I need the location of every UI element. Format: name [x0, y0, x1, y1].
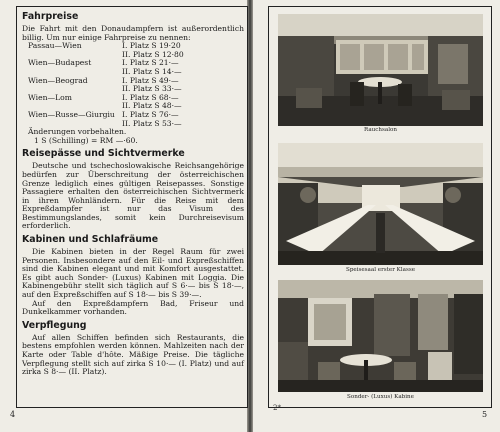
caption-luxury-cabin: Sonder- (Luxus) Kabine	[347, 394, 414, 400]
fare-class1: I. Platz S 68·—	[122, 92, 179, 102]
fare-class2: II. Platz S 33·—	[122, 84, 182, 94]
fare-class2: II. Platz S 48·—	[122, 101, 182, 111]
photo-luxury-cabin	[278, 280, 483, 392]
smoking-salon-illustration	[278, 14, 483, 126]
heading-verpflegung: Verpflegung	[22, 319, 87, 331]
kabinen-extra-text: Auf den Expreßdampfern Bad, Friseur und Dunkelkammer vorhanden.	[22, 298, 244, 317]
heading-fahrpreise: Fahrpreise	[22, 11, 79, 22]
left-page-text	[22, 8, 244, 377]
fare-route: Passau—Wien	[28, 41, 82, 51]
fare-route: Wien—Beograd	[28, 75, 88, 85]
changes-note: Änderungen vorbehalten.	[28, 127, 127, 137]
caption-smoking-salon: Rauchsalon	[364, 127, 397, 133]
fare-class2: II. Platz S 53·—	[122, 118, 182, 128]
fare-table	[22, 42, 244, 128]
fare-class1: I. Platz S 76·—	[122, 109, 179, 119]
signature-mark: 2*	[273, 404, 281, 412]
caption-dining-hall: Speisesaal erster Klasse	[345, 267, 416, 273]
fare-class2: II. Platz S 14·—	[122, 66, 182, 76]
verpflegung-text: Auf allen Schiffen befinden sich Restaurants, die bestens empfohlen werden können. Mahlzeiten nach der Karte oder Table d'hôte. Mäßige Preise. Die tägliche Verpflegung stellt sich auf zirka S 10·— (I. Platz) und auf zirka S 8·— (II. Platz).	[22, 332, 244, 377]
reisepaesse-text: Deutsche und tschechoslowakische Reichsangehörige bedürfen zur Überschreitung der österreichischen Grenze lediglich eines gültigen Reisepasses. Sonstige Passagiere erhalten den österreichischen Sichtvermerk in ihren Wohnländern. Für die Reise mit dem Expreßdampfer ist nur das Visum des Bestimmungslandes, somit kein Durchreisevisum erforderlich.	[22, 161, 244, 231]
page-number-right: 5	[482, 410, 488, 419]
fare-class1: I. Platz S 49·—	[122, 75, 179, 85]
fare-route: Wien—Budapest	[28, 58, 92, 68]
photo-dining-hall	[278, 143, 483, 265]
page-number-left: 4	[10, 410, 16, 419]
fares-intro: Die Fahrt mit den Donaudampfern ist außerordentlich billig. Um nur einige Fahrpreise zu nennen:	[22, 24, 244, 42]
luxury-cabin-illustration	[278, 280, 483, 392]
fare-class2: II. Platz S 12·80	[122, 49, 184, 59]
kabinen-text: Die Kabinen bieten in der Regel Raum für zwei Personen. Insbesondere auf den Eil- und Expreßschiffen sind die Kabinen elegant und mit Komfort ausgestattet. Es gibt auch Sonder- (Luxus) Kabinen mit Loggia. Die Kabinengebühr stellt sich täglich auf S 6·— bis S 18·—, auf den Expreßschiffen auf S 18·— bis S 39·—.	[22, 247, 244, 300]
dining-hall-illustration	[278, 143, 483, 265]
fare-route: Wien—Lom	[28, 92, 72, 102]
fare-route: Wien—Russe—Giurgiu	[28, 109, 115, 119]
heading-kabinen: Kabinen und Schlafräume	[22, 234, 159, 246]
fare-class1: I. Platz S 19·20	[122, 41, 181, 51]
fare-class1: I. Platz S 21·—	[122, 58, 179, 68]
photo-smoking-salon	[278, 14, 483, 126]
heading-reisepaesse: Reisepässe und Sichtvermerke	[22, 148, 185, 160]
exchange-rate: 1 S (Schilling) = RM —·60.	[34, 135, 138, 145]
